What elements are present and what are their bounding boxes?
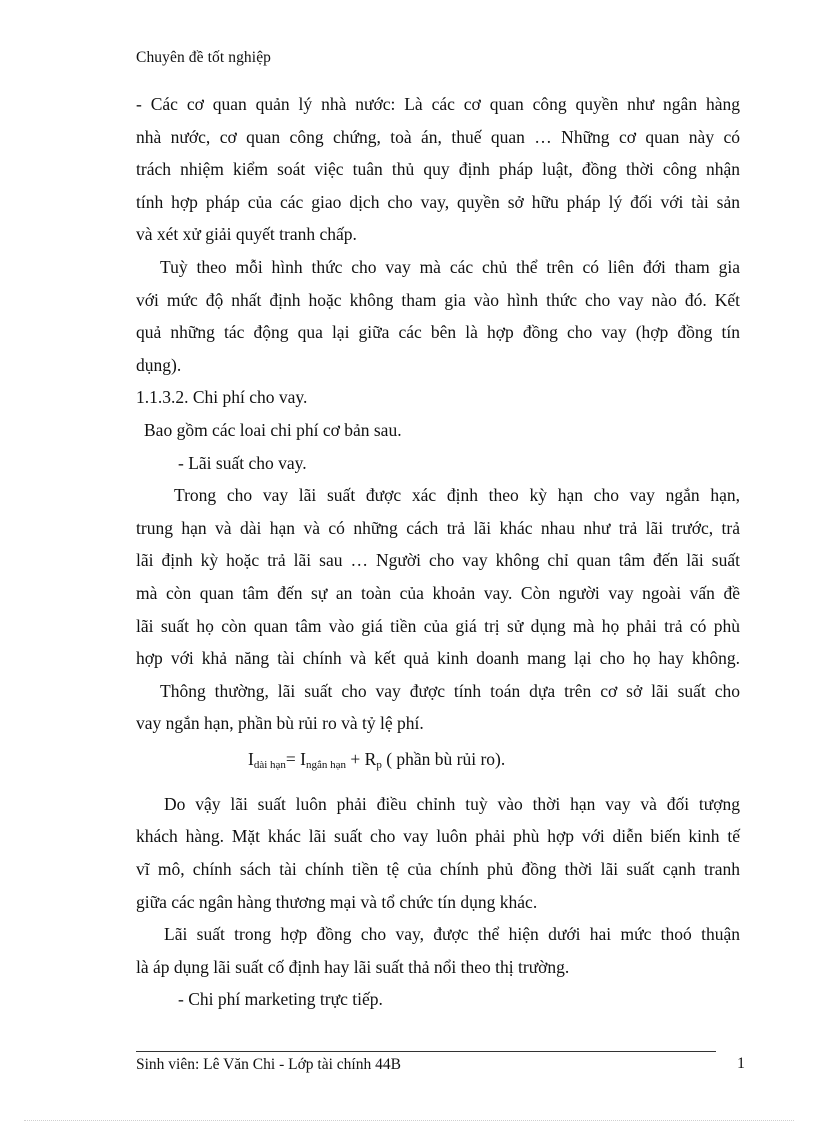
formula-eq: = [285,748,301,769]
text-line: dụng). [136,354,182,375]
document-body [136,88,740,1016]
page-number: 1 [737,1055,745,1072]
text-line: trách nhiệm kiểm soát việc tuân thủ quy định pháp luật, đồng thời công nhận [136,159,740,180]
text-line: lãi suất họ còn quan tâm vào giá tiền của giá trị sử dụng mà họ phải trả có phù [136,615,740,636]
text-line: Thông thường, lãi suất cho vay được tính toán dựa trên cơ sở lãi suất cho [160,680,740,701]
formula-sub-short-term: ngắn hạn [305,758,346,771]
text-block-1 [136,88,740,740]
text-line: vay ngắn hạn, phần bù rủi ro và tỷ lệ phí. [136,713,424,734]
text-line: mà còn quan tâm đến sự an toàn của khoản vay. Còn người vay ngoài vấn đề [136,582,740,603]
text-line: với mức độ nhất định hoặc không tham gia vào hình thức cho vay nào đó. Kết [136,289,740,310]
footer-divider [136,1051,716,1052]
formula-i1: I [248,748,254,769]
text-line: tính hợp pháp của các giao dịch cho vay, quyền sở hữu pháp lý đối với tài sản [136,191,740,212]
text-line: khách hàng. Mặt khác lãi suất cho vay luôn phải phù hợp với diễn biến kinh tế [136,826,740,847]
page-edge [24,1120,794,1121]
text-line: - Các cơ quan quản lý nhà nước: Là các cơ quan công quyền như ngân hàng [136,94,740,114]
interest-formula [248,740,740,778]
page-header: Chuyên đề tốt nghiệp [136,49,272,66]
footer-student: Sinh viên: Lê Văn Chi - Lớp tài chính 44B [136,1056,401,1073]
text-line: Lãi suất trong hợp đồng cho vay, được thể hiện dưới hai mức thoó thuận [164,924,740,945]
formula-tail: ( phần bù rủi ro). [381,748,506,769]
text-line: trung hạn và dài hạn và có những cách trả lãi khác nhau như trả lãi trước, trả [136,517,740,538]
formula-plus: + [346,748,365,769]
text-line: là áp dụng lãi suất cố định hay lãi suất thả nổi theo thị trường. [136,956,570,977]
text-line: Trong cho vay lãi suất được xác định theo kỳ hạn cho vay ngắn hạn, [174,485,740,506]
text-line: - Lãi suất cho vay. [178,452,307,473]
formula-sub-p: p [376,758,382,771]
text-line: lãi định kỳ hoặc trả lãi sau … Người cho vay không chỉ quan tâm đến lãi suất [136,550,740,571]
text-line: Tuỳ theo mỗi hình thức cho vay mà các chủ thể trên có liên đới tham gia [160,256,740,277]
formula-sub-long-term: dài hạn [253,758,286,771]
text-line: và xét xử giải quyết tranh chấp. [136,224,357,245]
text-line: giữa các ngân hàng thương mại và tổ chức tín dụng khác. [136,891,538,912]
text-line: Do vậy lãi suất luôn phải điều chỉnh tuỳ vào thời hạn vay và đối tượng [164,793,740,814]
text-line: quả những tác động qua lại giữa các bên là hợp đồng cho vay (hợp đồng tín [136,322,740,343]
text-line: 1.1.3.2. Chi phí cho vay. [136,387,308,408]
formula-i2: I [300,748,306,769]
text-block-2 [136,788,740,1016]
text-line: - Chi phí marketing trực tiếp. [178,989,383,1010]
text-line: nhà nước, cơ quan công chứng, toà án, thuế quan … Những cơ quan này có [136,126,740,147]
text-line: Bao gồm các loai chi phí cơ bản sau. [144,419,402,440]
text-line: vĩ mô, chính sách tài chính tiền tệ của chính phủ đồng thời lãi suất cạnh tranh [136,859,740,880]
text-line: hợp với khả năng tài chính và kết quả kinh doanh mang lại cho họ hay không. [136,648,740,669]
spacer [136,778,740,788]
formula-r: R [364,748,377,769]
